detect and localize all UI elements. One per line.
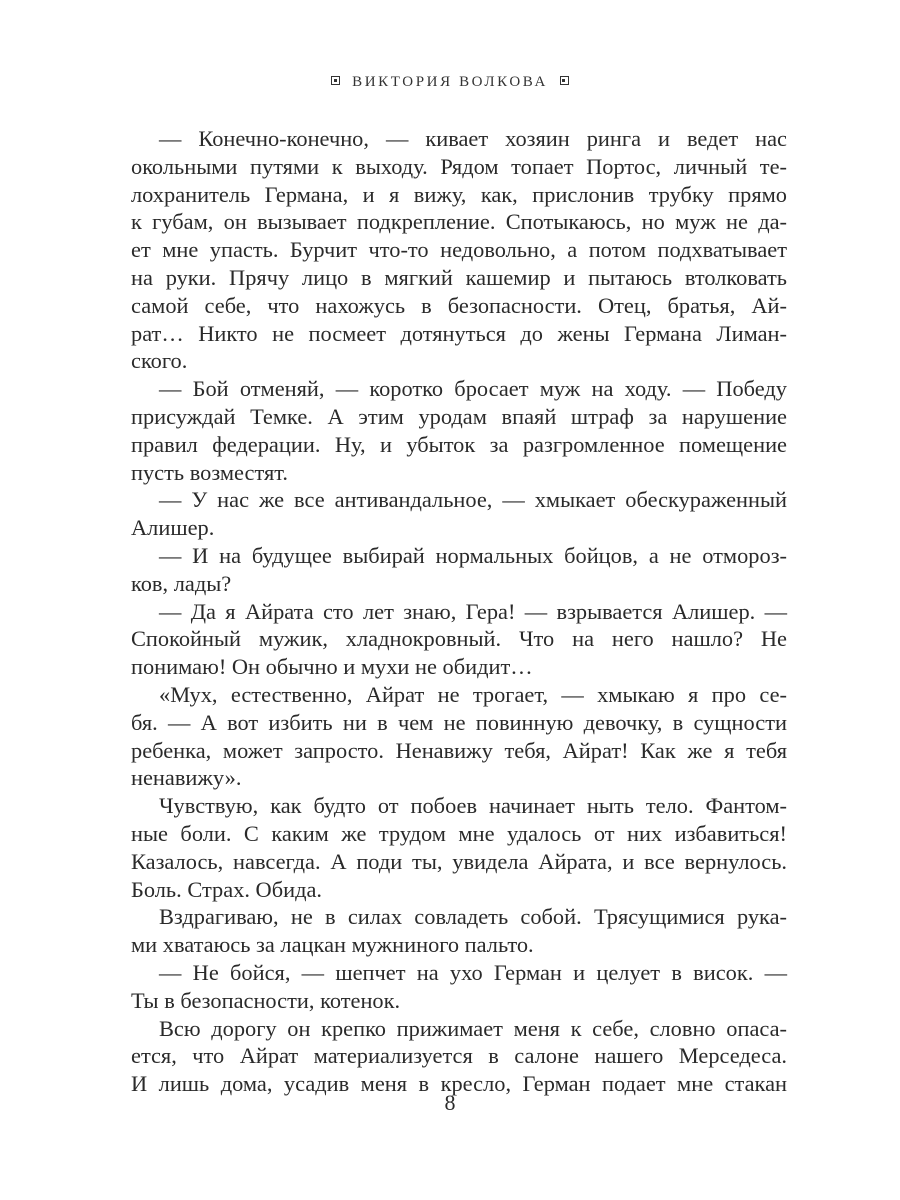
text-line: ского. — [131, 348, 188, 374]
text-line: — У нас же все антивандальное, — хмыкает обескураженный — [159, 487, 787, 513]
text-line: Боль. Страх. Обида. — [131, 876, 323, 902]
text-line: к губам, он вызывает подкрепление. Спотыкаюсь, но муж не да- — [131, 209, 787, 235]
text-line: ется, что Айрат материализуется в салоне нашего Мерседеса. — [131, 1043, 787, 1069]
text-line: — И на будущее выбирай нормальных бойцов, а не отмороз- — [159, 542, 787, 568]
page-number: 8 — [444, 1090, 456, 1115]
paragraph — [131, 1015, 787, 1098]
text-line: Ты в безопасности, котенок. — [131, 987, 401, 1013]
text-line: ет мне упасть. Бурчит что-то недовольно, а потом подхватывает — [131, 237, 787, 263]
text-line: — Бой отменяй, — коротко бросает муж на ходу. — Победу — [159, 376, 787, 402]
text-line: ные боли. С каким же трудом мне удалось от них избавиться! — [131, 820, 787, 846]
text-line: ми хватаюсь за лацкан мужниного пальто. — [131, 932, 534, 958]
text-line: ненавижу». — [131, 765, 242, 791]
paragraph — [131, 959, 787, 1015]
text-line: понимаю! Он обычно и мухи не обидит… — [131, 654, 533, 680]
text-line: Всю дорогу он крепко прижимает меня к себе, словно опаса- — [159, 1015, 787, 1041]
text-line: пусть возместят. — [131, 459, 288, 485]
paragraph — [131, 125, 787, 375]
text-line: бя. — А вот избить ни в чем не повинную девочку, в сущности — [131, 709, 787, 735]
text-line: И лишь дома, усадив меня в кресло, Герман подает мне стакан — [131, 1071, 787, 1097]
text-line: присуждай Темке. А этим уродам впаяй штраф за нарушение — [131, 403, 787, 429]
square-ornament-icon — [331, 76, 340, 85]
text-line: Вздрагиваю, не в силах совладеть собой. Трясущимися рука- — [159, 904, 787, 930]
text-line: «Мух, естественно, Айрат не трогает, — хмыкаю я про се- — [159, 681, 787, 707]
text-line: ребенка, может запросто. Ненавижу тебя, Айрат! Как же я тебя — [131, 737, 787, 763]
text-line: Спокойный мужик, хладнокровный. Что на него нашло? Не — [131, 626, 787, 652]
running-header — [0, 74, 900, 91]
text-line: — Конечно-конечно, — кивает хозяин ринга и ведет нас — [159, 126, 787, 151]
text-line: Алишер. — [131, 515, 215, 541]
text-line: рат… Никто не посмеет дотянуться до жены Германа Лиман- — [131, 320, 787, 346]
paragraph — [131, 542, 787, 598]
text-line: окольными путями к выходу. Рядом топает Портос, личный те- — [131, 153, 787, 179]
text-line: правил федерации. Ну, и убыток за разгромленное помещение — [131, 431, 787, 457]
paragraph — [131, 598, 787, 681]
paragraph — [131, 681, 787, 792]
text-line: самой себе, что нахожусь в безопасности. Отец, братья, Ай- — [131, 292, 787, 318]
paragraph — [131, 375, 787, 486]
author-name: ВИКТОРИЯ ВОЛКОВА — [352, 74, 548, 90]
text-line: ков, лады? — [131, 570, 232, 596]
text-line: Чувствую, как будто от побоев начинает ныть тело. Фантом- — [159, 793, 787, 819]
paragraph — [131, 903, 787, 959]
text-line: Казалось, навсегда. А поди ты, увидела Айрата, и все вернулось. — [131, 848, 787, 874]
paragraph — [131, 486, 787, 542]
text-line: на руки. Прячу лицо в мягкий кашемир и пытаюсь втолковать — [131, 264, 787, 290]
paragraph — [131, 792, 787, 903]
body-text — [131, 125, 787, 1098]
text-line: лохранитель Германа, и я вижу, как, прислонив трубку прямо — [131, 181, 787, 207]
text-line: — Да я Айрата сто лет знаю, Гера! — взрывается Алишер. — — [159, 598, 787, 624]
square-ornament-icon — [560, 76, 569, 85]
text-line: — Не бойся, — шепчет на ухо Герман и целует в висок. — — [159, 959, 787, 985]
